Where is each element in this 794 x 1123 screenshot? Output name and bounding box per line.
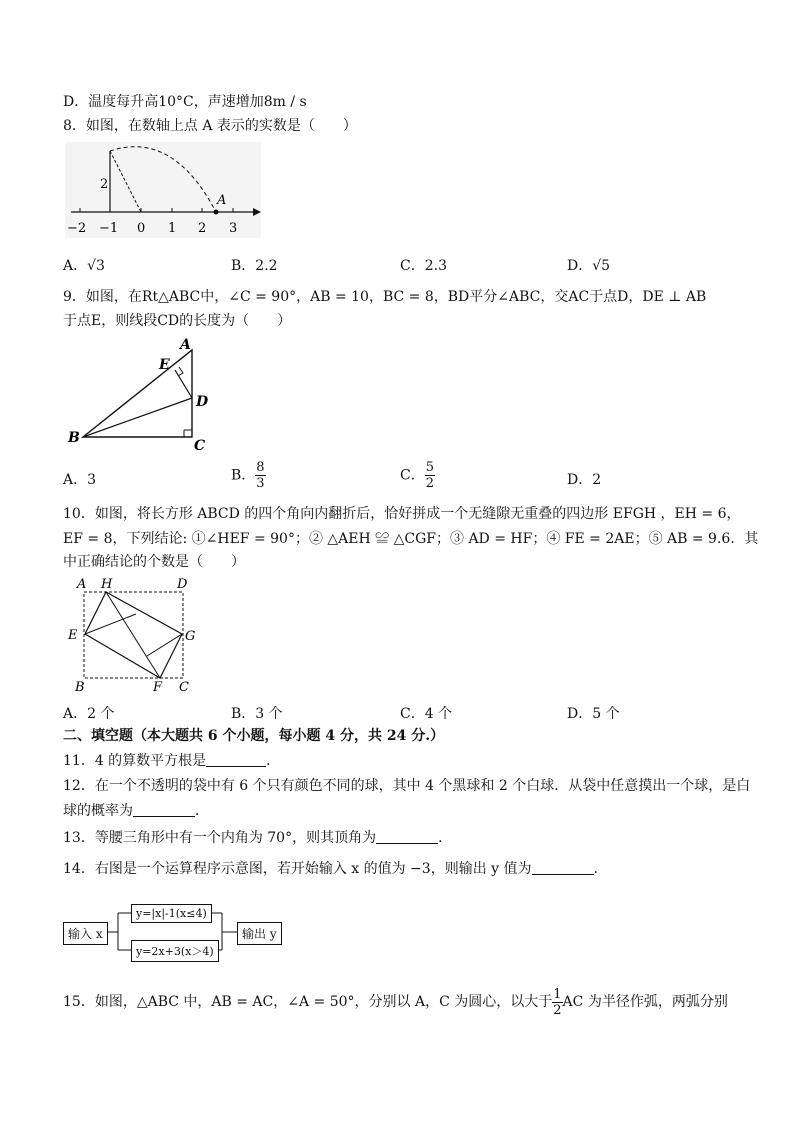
q9-option-a: A．3: [63, 472, 97, 488]
q12-line2: 球的概率为 ．: [63, 803, 209, 819]
q9-option-c: C． $\frac{5}{2}$: [400, 460, 434, 491]
q15-stem: 15．如图，△ABC 中，AB = AC，∠A = 50°，分别以 A，C 为圆心，以大于 $\frac{1}{2}$ AC 为半径作弧，两弧分别: [63, 986, 728, 1018]
q10-label-c: C: [179, 680, 189, 695]
q9-triangle-figure: [63, 335, 223, 455]
q9-stem-line1: 9．如图，在Rt△ABC中，∠C = 90°，AB = 10，BC = 8，BD平分∠ABC，交AC于点D，DE ⊥ AB: [63, 289, 707, 305]
q12-answer-blank: [133, 802, 195, 817]
q10-stem-line1: 10．如图，将长方形 ABCD 的四个角向内翻折后，恰好拼成一个无缝隙无重叠的四边形 EFGH ，EH = 6，: [63, 506, 741, 522]
q10-option-d: D．5 个: [567, 706, 620, 722]
q8-label-height: 2: [100, 177, 109, 192]
q10-option-c: C．4 个: [400, 706, 453, 722]
q8-option-c: C．2.3: [400, 258, 447, 274]
q8-point-a: [214, 210, 219, 215]
q14-top-formula-box: y=|x|-1(x≤4): [131, 904, 212, 923]
q10-label-f: F: [153, 680, 163, 695]
q8-label-a: A: [217, 193, 227, 208]
section-title-fill-in: 二、填空题（本大题共 6 个小题，每小题 4 分，共 24 分.）: [63, 728, 445, 744]
q9-label-e: E: [159, 357, 170, 373]
q8-option-d: D．√5: [567, 258, 611, 274]
q10-label-b: B: [75, 680, 85, 695]
q10-stem-line3: 中正确结论的个数是（ ）: [63, 554, 245, 570]
q10-option-b: B．3 个: [231, 706, 283, 722]
q8-tick-label: 3: [229, 221, 238, 236]
q12-line1: 12．在一个不透明的袋中有 6 个只有颜色不同的球，其中 4 个黑球和 2 个白球．从袋中任意摸出一个球，是白: [63, 778, 751, 794]
q9-label-a: A: [180, 337, 191, 353]
q8-tick-label: −2: [67, 221, 87, 236]
q14: 14．右图是一个运算程序示意图，若开始输入 x 的值为 −3，则输出 y 值为 ．: [63, 861, 608, 877]
q8-stem: 8．如图，在数轴上点 A 表示的实数是（ ）: [63, 118, 357, 134]
q10-option-a: A．2 个: [63, 706, 115, 722]
q7-option-d: D．温度每升高10°C，声速增加8m / s: [63, 94, 307, 110]
q14-bottom-formula-box: y=2x+3(x＞4): [131, 940, 219, 962]
q8-option-b: B．2.2: [231, 258, 278, 274]
q9-label-b: B: [68, 430, 80, 446]
q9-label-c: C: [194, 438, 206, 454]
q11-answer-blank: [206, 752, 266, 767]
q8-number-line-figure: [63, 140, 263, 240]
q10-label-h: H: [101, 577, 113, 592]
q13: 13．等腰三角形中有一个内角为 70°，则其顶角为 ．: [63, 830, 453, 846]
q14-output-box: 输出 y: [237, 922, 282, 945]
q14-answer-blank: [532, 860, 594, 875]
q9-option-d: D．2: [567, 472, 602, 488]
q10-folded-rectangle-figure: [63, 574, 203, 696]
q13-answer-blank: [376, 829, 438, 844]
q11: 11．4 的算数平方根是 ．: [63, 753, 281, 769]
q14-input-box: 输入 x: [63, 922, 108, 945]
q9-stem-line2: 于点E，则线段CD的长度为（ ）: [63, 313, 292, 329]
q10-label-d: D: [177, 577, 188, 592]
q10-label-a: A: [77, 577, 87, 592]
q10-label-g: G: [185, 629, 196, 644]
q8-tick-label: 1: [168, 221, 177, 236]
q10-stem-line2: EF = 8，下列结论: ①∠HEF = 90°；② △AEH ≌ △CGF；③ AD = HF；④ FE = 2AE；⑤ AB = 9.6．其: [63, 531, 759, 547]
q8-tick-label: 0: [137, 221, 146, 236]
q9-label-d: D: [196, 394, 209, 410]
q8-tick-label: −1: [99, 221, 119, 236]
q10-label-e: E: [68, 628, 78, 643]
q8-option-a: A．√3: [63, 258, 105, 274]
q9-option-b: B． $\frac{8}{3}$: [231, 460, 265, 491]
q8-tick-label: 2: [198, 221, 207, 236]
